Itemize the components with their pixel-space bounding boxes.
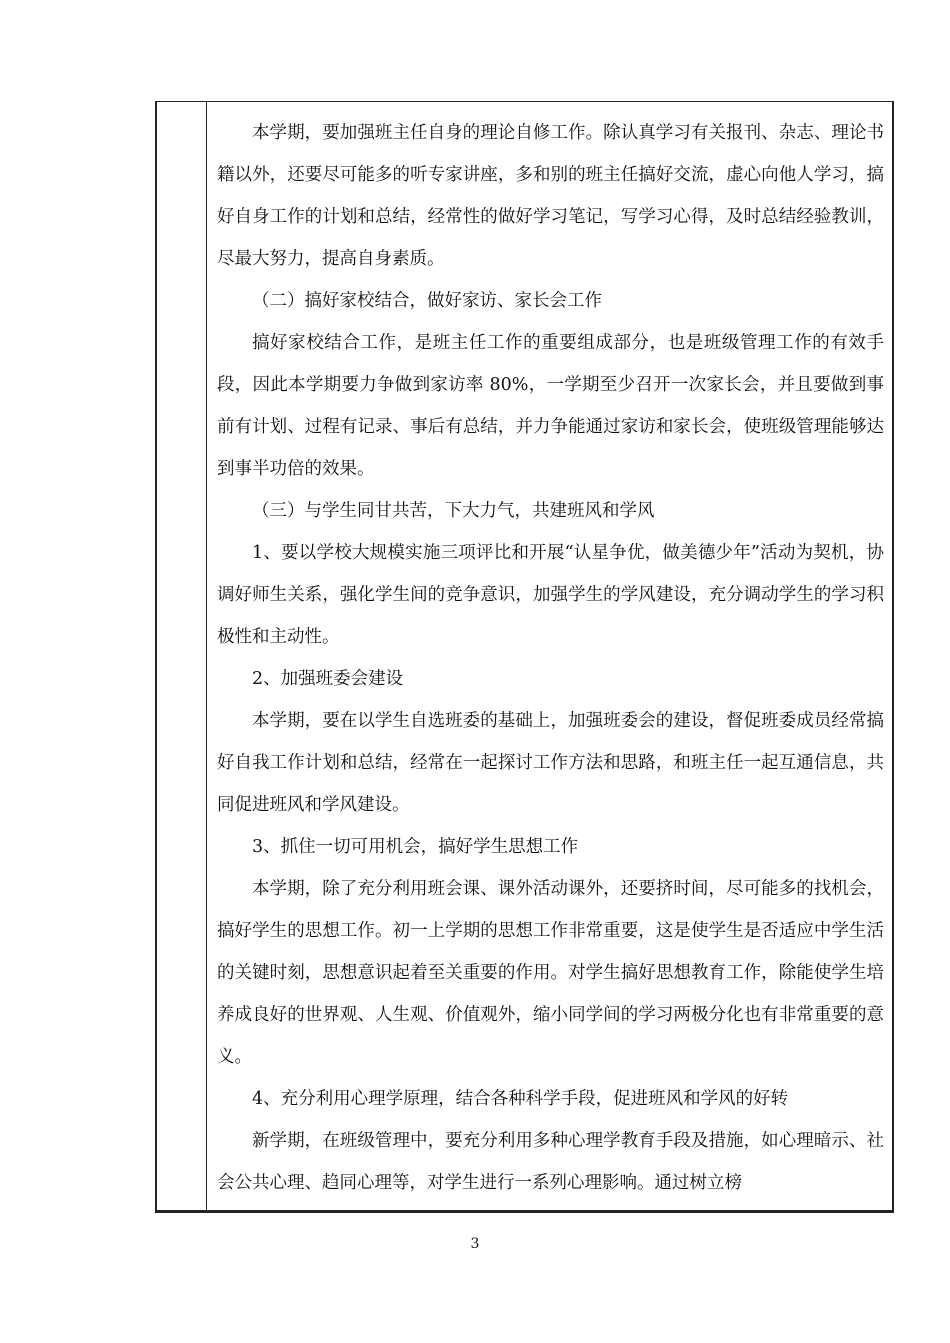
paragraph-self-study: 本学期，要加强班主任自身的理论自修工作。除认真学习有关报刊、杂志、理论书籍以外，还要尽可能多的听专家讲座，多和别的班主任搞好交流，虚心向他人学习，搞好自身工作的计划和总结，经常性的做好学习笔记，写学习心得，及时总结经验教训，尽最大努力，提高自身素质。 — [217, 123, 884, 269]
heading-class-style: （三）与学生同甘共苦，下大力气，共建班风和学风 — [252, 501, 655, 521]
heading-home-school: （二）搞好家校结合，做好家访、家长会工作 — [252, 291, 602, 311]
table-content-cell — [208, 102, 892, 1210]
paragraph-ideology-work: 本学期，除了充分利用班会课、课外活动课外，还要挤时间，尽可能多的找机会，搞好学生的思想工作。初一上学期的思想工作非常重要，这是使学生是否适应中学生活的关键时刻，思想意识起着至关重要的作用。对学生搞好思想教育工作，除能使学生培养成良好的世界观、人生观、价值观外，缩小同学间的学习两极分化也有非常重要的意义。 — [217, 879, 884, 1067]
heading-item-2: 2、加强班委会建设 — [252, 669, 404, 689]
heading-item-3: 3、抓住一切可用机会，搞好学生思想工作 — [252, 837, 579, 857]
column-divider — [206, 102, 207, 1210]
paragraph-psychology: 新学期，在班级管理中，要充分利用多种心理学教育手段及措施，如心理暗示、社会公共心理、趋同心理等，对学生进行一系列心理影响。通过树立榜 — [217, 1131, 884, 1193]
paragraph-item-1: 1、要以学校大规模实施三项评比和开展“认星争优，做美德少年”活动为契机，协调好师生关系，强化学生间的竞争意识，加强学生的学风建设，充分调动学生的学习积极性和主动性。 — [217, 543, 884, 647]
paragraph-home-school: 搞好家校结合工作，是班主任工作的重要组成部分，也是班级管理工作的有效手段，因此本学期要力争做到家访率 80%，一学期至少召开一次家长会，并且要做到事前有计划、过程有记录、事后有总结，并力争能通过家访和家长会，使班级管理能够达到事半功倍的效果。 — [217, 333, 884, 479]
paragraph-class-committee: 本学期，要在以学生自选班委的基础上，加强班委会的建设，督促班委成员经常搞好自我工作计划和总结，经常在一起探讨工作方法和思路，和班主任一起互通信息，共同促进班风和学风建设。 — [217, 711, 884, 815]
page-number: 3 — [470, 1236, 480, 1252]
heading-item-4: 4、充分利用心理学原理，结合各种科学手段，促进班风和学风的好转 — [252, 1089, 789, 1109]
document-table — [155, 101, 894, 1213]
